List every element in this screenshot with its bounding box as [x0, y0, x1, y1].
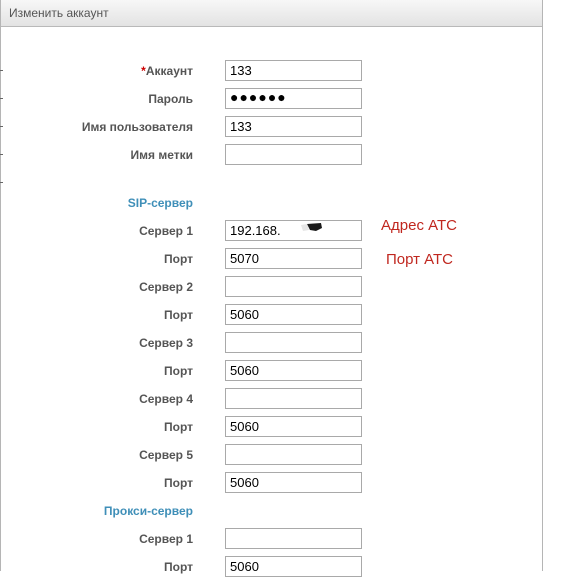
- sip-port-4-field[interactable]: 5060: [225, 416, 362, 437]
- proxy-server-1-label: Сервер 1: [139, 532, 193, 546]
- pbx-port-annotation: Порт АТС: [386, 251, 454, 268]
- proxy-server-1-field[interactable]: [225, 528, 362, 549]
- dialog-titlebar[interactable]: [1, 0, 542, 27]
- dialog-title: Изменить аккаунт: [9, 6, 109, 20]
- username-label: Имя пользователя: [81, 120, 193, 134]
- sip-port-3-label: Порт: [163, 364, 193, 378]
- sip-server-1-field[interactable]: 192.168.: [225, 220, 362, 241]
- password-label: Пароль: [148, 92, 193, 106]
- username-field[interactable]: 133: [225, 116, 362, 137]
- edge-tick: [0, 154, 3, 155]
- proxy-port-1-label: Порт: [163, 560, 193, 574]
- account-label-text: Аккаунт: [145, 64, 193, 78]
- sip-server-2-label: Сервер 2: [139, 280, 193, 294]
- proxy-port-1-field[interactable]: 5060: [225, 556, 362, 577]
- sip-server-5-field[interactable]: [225, 444, 362, 465]
- tag-name-field[interactable]: [225, 144, 362, 165]
- pbx-address-annotation: Адрес АТС: [381, 217, 457, 234]
- edge-tick: [0, 98, 3, 99]
- sip-port-5-label: Порт: [163, 476, 193, 490]
- sip-server-3-field[interactable]: [225, 332, 362, 353]
- sip-server-4-label: Сервер 4: [139, 392, 193, 406]
- sip-server-2-field[interactable]: [225, 276, 362, 297]
- required-mark: *: [141, 64, 146, 78]
- sip-server-4-field[interactable]: [225, 388, 362, 409]
- password-field[interactable]: ●●●●●●: [225, 88, 362, 109]
- edge-tick: [0, 182, 3, 183]
- edge-tick: [0, 70, 3, 71]
- sip-port-4-label: Порт: [163, 420, 193, 434]
- tag-name-label: Имя метки: [130, 148, 193, 162]
- sip-port-2-field[interactable]: 5060: [225, 304, 362, 325]
- account-label: [33, 64, 193, 78]
- sip-port-2-label: Порт: [163, 308, 193, 322]
- sip-port-1-label: Порт: [163, 252, 193, 266]
- sip-port-3-field[interactable]: 5060: [225, 360, 362, 381]
- account-field[interactable]: 133: [225, 60, 362, 81]
- sip-server-1-label: Сервер 1: [139, 224, 193, 238]
- proxy-server-section-title: Прокси-сервер: [103, 504, 193, 518]
- sip-server-section-title: SIP-сервер: [127, 196, 193, 210]
- sip-server-3-label: Сервер 3: [139, 336, 193, 350]
- redaction-smudge: [301, 222, 323, 233]
- sip-port-1-field[interactable]: 5070: [225, 248, 362, 269]
- edge-tick: [0, 126, 3, 127]
- sip-port-5-field[interactable]: 5060: [225, 472, 362, 493]
- sip-server-5-label: Сервер 5: [139, 448, 193, 462]
